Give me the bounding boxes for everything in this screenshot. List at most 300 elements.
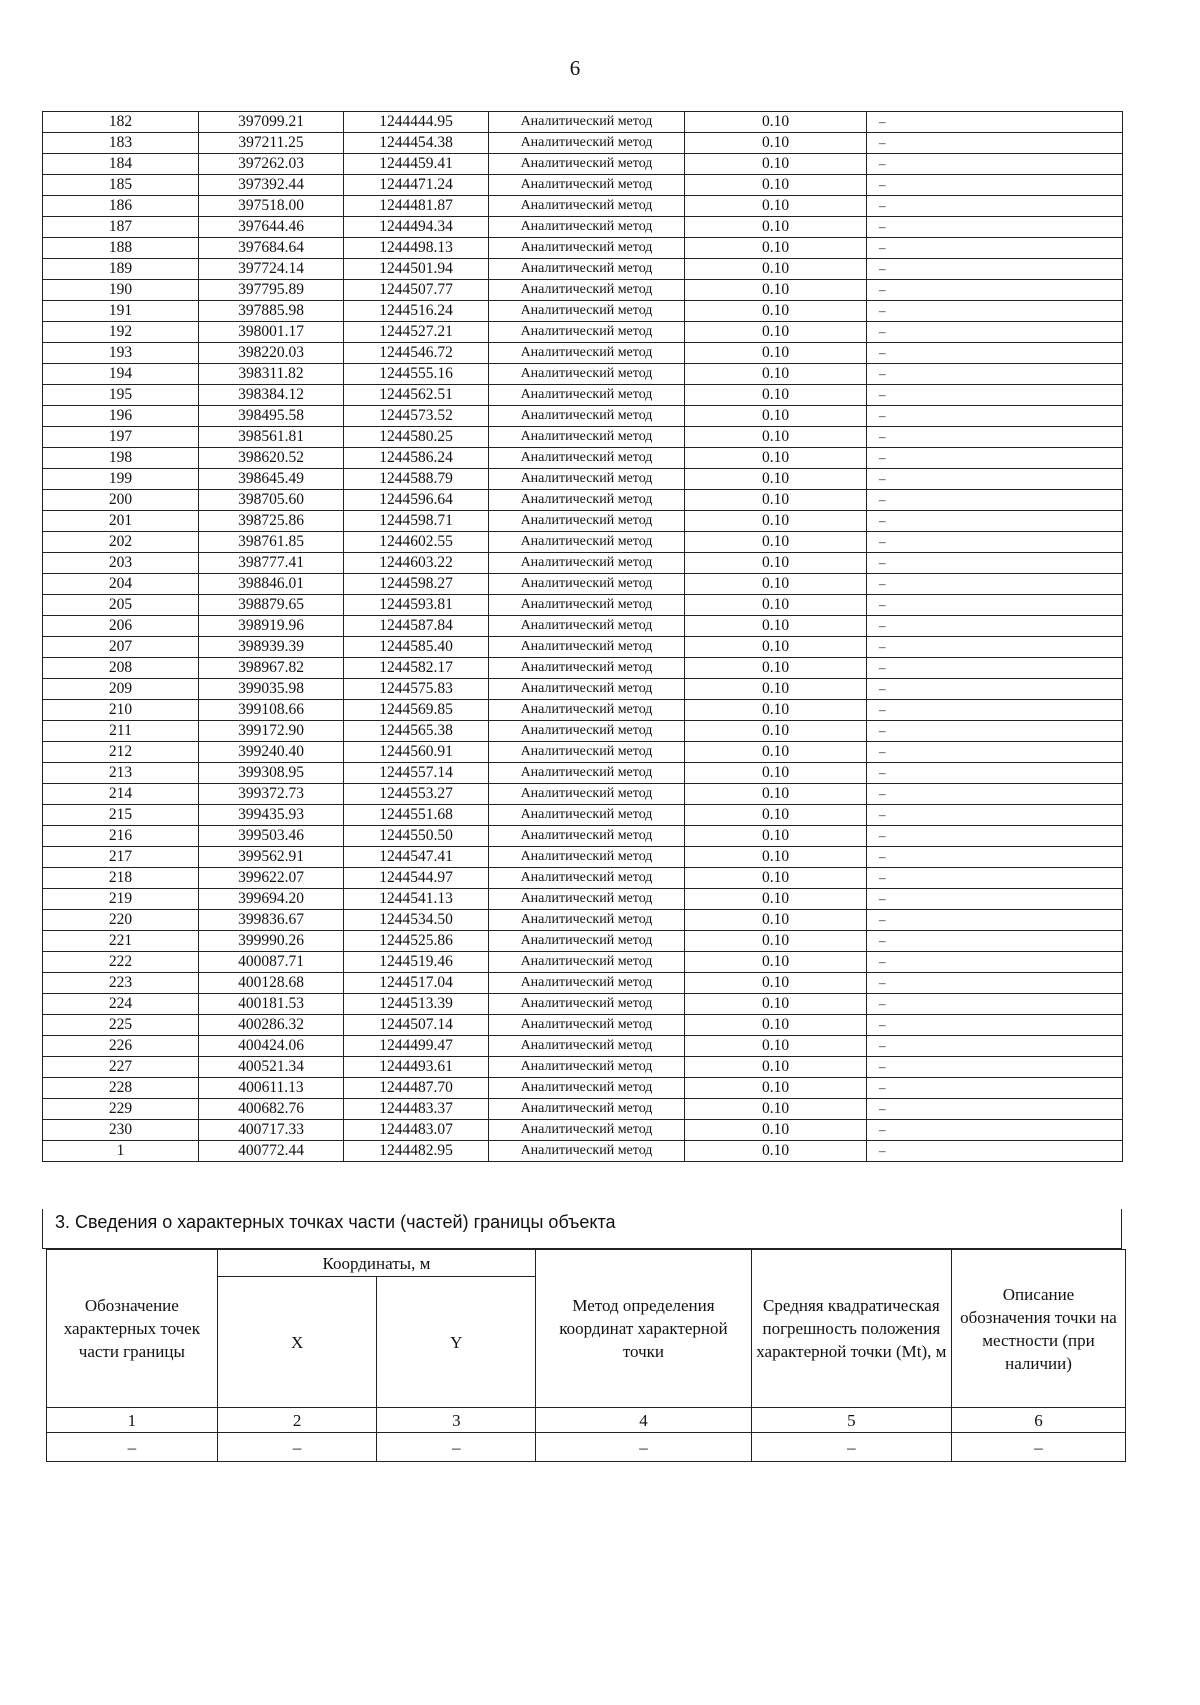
coordinate-row xyxy=(43,343,1123,364)
description-cell: – xyxy=(867,952,1123,973)
y-coordinate-cell: 1244585.40 xyxy=(344,637,489,658)
method-cell: Аналитический метод xyxy=(489,973,685,994)
method-cell: Аналитический метод xyxy=(489,994,685,1015)
description-cell: – xyxy=(867,1120,1123,1141)
coordinate-row xyxy=(43,1120,1123,1141)
x-coordinate-cell: 398967.82 xyxy=(199,658,344,679)
column-number: 2 xyxy=(217,1408,377,1433)
coordinate-row xyxy=(43,154,1123,175)
precision-cell: 0.10 xyxy=(685,637,867,658)
coordinate-row xyxy=(43,427,1123,448)
point-number-cell: 202 xyxy=(43,532,199,553)
y-coordinate-cell: 1244481.87 xyxy=(344,196,489,217)
x-coordinate-cell: 399990.26 xyxy=(199,931,344,952)
coordinate-row xyxy=(43,868,1123,889)
method-cell: Аналитический метод xyxy=(489,1120,685,1141)
coordinate-row xyxy=(43,931,1123,952)
precision-cell: 0.10 xyxy=(685,994,867,1015)
method-cell: Аналитический метод xyxy=(489,952,685,973)
point-number-cell: 185 xyxy=(43,175,199,196)
y-coordinate-cell: 1244580.25 xyxy=(344,427,489,448)
point-number-cell: 223 xyxy=(43,973,199,994)
x-coordinate-cell: 398879.65 xyxy=(199,595,344,616)
point-number-cell: 204 xyxy=(43,574,199,595)
point-number-cell: 186 xyxy=(43,196,199,217)
y-coordinate-cell: 1244459.41 xyxy=(344,154,489,175)
precision-cell: 0.10 xyxy=(685,511,867,532)
x-coordinate-cell: 398620.52 xyxy=(199,448,344,469)
method-cell: Аналитический метод xyxy=(489,343,685,364)
empty-cell: – xyxy=(377,1433,536,1462)
method-cell: Аналитический метод xyxy=(489,931,685,952)
point-number-cell: 191 xyxy=(43,301,199,322)
y-coordinate-cell: 1244546.72 xyxy=(344,343,489,364)
coordinate-row xyxy=(43,1057,1123,1078)
y-coordinate-cell: 1244483.07 xyxy=(344,1120,489,1141)
method-cell: Аналитический метод xyxy=(489,763,685,784)
precision-cell: 0.10 xyxy=(685,805,867,826)
coordinate-row xyxy=(43,1036,1123,1057)
coordinate-row xyxy=(43,133,1123,154)
y-coordinate-cell: 1244525.86 xyxy=(344,931,489,952)
point-number-cell: 218 xyxy=(43,868,199,889)
empty-cell: – xyxy=(47,1433,218,1462)
empty-cell: – xyxy=(217,1433,377,1462)
method-cell: Аналитический метод xyxy=(489,574,685,595)
y-coordinate-cell: 1244516.24 xyxy=(344,301,489,322)
x-coordinate-cell: 398311.82 xyxy=(199,364,344,385)
x-coordinate-cell: 398919.96 xyxy=(199,616,344,637)
y-coordinate-cell: 1244444.95 xyxy=(344,112,489,133)
method-cell: Аналитический метод xyxy=(489,364,685,385)
precision-cell: 0.10 xyxy=(685,847,867,868)
method-cell: Аналитический метод xyxy=(489,805,685,826)
y-coordinate-cell: 1244547.41 xyxy=(344,847,489,868)
method-cell: Аналитический метод xyxy=(489,280,685,301)
x-coordinate-cell: 400611.13 xyxy=(199,1078,344,1099)
column-number: 1 xyxy=(47,1408,218,1433)
y-coordinate-cell: 1244569.85 xyxy=(344,700,489,721)
point-number-cell: 206 xyxy=(43,616,199,637)
point-number-cell: 188 xyxy=(43,238,199,259)
header-description: Описание обозначения точки на местности (при наличии) xyxy=(951,1250,1125,1408)
description-cell: – xyxy=(867,532,1123,553)
y-coordinate-cell: 1244593.81 xyxy=(344,595,489,616)
y-coordinate-cell: 1244565.38 xyxy=(344,721,489,742)
description-cell: – xyxy=(867,406,1123,427)
y-coordinate-cell: 1244498.13 xyxy=(344,238,489,259)
x-coordinate-cell: 397262.03 xyxy=(199,154,344,175)
x-coordinate-cell: 397518.00 xyxy=(199,196,344,217)
description-cell: – xyxy=(867,1099,1123,1120)
x-coordinate-cell: 397392.44 xyxy=(199,175,344,196)
x-coordinate-cell: 399562.91 xyxy=(199,847,344,868)
y-coordinate-cell: 1244507.14 xyxy=(344,1015,489,1036)
description-cell: – xyxy=(867,1141,1123,1162)
coordinate-row xyxy=(43,175,1123,196)
y-coordinate-cell: 1244513.39 xyxy=(344,994,489,1015)
point-number-cell: 205 xyxy=(43,595,199,616)
description-cell: – xyxy=(867,1036,1123,1057)
point-number-cell: 229 xyxy=(43,1099,199,1120)
description-cell: – xyxy=(867,154,1123,175)
point-number-cell: 201 xyxy=(43,511,199,532)
description-cell: – xyxy=(867,889,1123,910)
coordinate-row xyxy=(43,637,1123,658)
x-coordinate-cell: 400087.71 xyxy=(199,952,344,973)
description-cell: – xyxy=(867,133,1123,154)
column-number: 4 xyxy=(536,1408,752,1433)
y-coordinate-cell: 1244544.97 xyxy=(344,868,489,889)
section-3-title: 3. Сведения о характерных точках части (частей) границы объекта xyxy=(42,1209,1122,1249)
column-number: 3 xyxy=(377,1408,536,1433)
y-coordinate-cell: 1244602.55 xyxy=(344,532,489,553)
description-cell: – xyxy=(867,1057,1123,1078)
precision-cell: 0.10 xyxy=(685,406,867,427)
precision-cell: 0.10 xyxy=(685,1099,867,1120)
x-coordinate-cell: 399503.46 xyxy=(199,826,344,847)
precision-cell: 0.10 xyxy=(685,616,867,637)
point-number-cell: 184 xyxy=(43,154,199,175)
precision-cell: 0.10 xyxy=(685,721,867,742)
description-cell: – xyxy=(867,490,1123,511)
coordinate-row xyxy=(43,280,1123,301)
x-coordinate-cell: 398725.86 xyxy=(199,511,344,532)
x-coordinate-cell: 400772.44 xyxy=(199,1141,344,1162)
method-cell: Аналитический метод xyxy=(489,700,685,721)
y-coordinate-cell: 1244598.27 xyxy=(344,574,489,595)
coordinate-row xyxy=(43,679,1123,700)
header-precision: Средняя квадратическая погрешность положения характерной точки (Mt), м xyxy=(751,1250,951,1408)
x-coordinate-cell: 398561.81 xyxy=(199,427,344,448)
x-coordinate-cell: 398761.85 xyxy=(199,532,344,553)
column-number: 6 xyxy=(951,1408,1125,1433)
x-coordinate-cell: 397099.21 xyxy=(199,112,344,133)
coordinate-row xyxy=(43,217,1123,238)
coordinate-row xyxy=(43,910,1123,931)
y-coordinate-cell: 1244603.22 xyxy=(344,553,489,574)
point-number-cell: 203 xyxy=(43,553,199,574)
precision-cell: 0.10 xyxy=(685,1078,867,1099)
method-cell: Аналитический метод xyxy=(489,490,685,511)
description-cell: – xyxy=(867,910,1123,931)
precision-cell: 0.10 xyxy=(685,679,867,700)
coordinate-row xyxy=(43,805,1123,826)
description-cell: – xyxy=(867,280,1123,301)
x-coordinate-cell: 399240.40 xyxy=(199,742,344,763)
point-number-cell: 182 xyxy=(43,112,199,133)
precision-cell: 0.10 xyxy=(685,1120,867,1141)
method-cell: Аналитический метод xyxy=(489,637,685,658)
precision-cell: 0.10 xyxy=(685,196,867,217)
x-coordinate-cell: 399108.66 xyxy=(199,700,344,721)
point-number-cell: 226 xyxy=(43,1036,199,1057)
x-coordinate-cell: 400181.53 xyxy=(199,994,344,1015)
precision-cell: 0.10 xyxy=(685,364,867,385)
coordinate-row xyxy=(43,574,1123,595)
x-coordinate-cell: 399372.73 xyxy=(199,784,344,805)
method-cell: Аналитический метод xyxy=(489,448,685,469)
x-coordinate-cell: 398939.39 xyxy=(199,637,344,658)
description-cell: – xyxy=(867,217,1123,238)
point-number-cell: 219 xyxy=(43,889,199,910)
method-cell: Аналитический метод xyxy=(489,196,685,217)
method-cell: Аналитический метод xyxy=(489,301,685,322)
empty-data-row xyxy=(47,1433,1126,1462)
method-cell: Аналитический метод xyxy=(489,847,685,868)
description-cell: – xyxy=(867,343,1123,364)
method-cell: Аналитический метод xyxy=(489,553,685,574)
precision-cell: 0.10 xyxy=(685,931,867,952)
description-cell: – xyxy=(867,721,1123,742)
description-cell: – xyxy=(867,574,1123,595)
precision-cell: 0.10 xyxy=(685,553,867,574)
point-number-cell: 194 xyxy=(43,364,199,385)
coordinate-row xyxy=(43,259,1123,280)
coordinate-row xyxy=(43,553,1123,574)
precision-cell: 0.10 xyxy=(685,973,867,994)
x-coordinate-cell: 398777.41 xyxy=(199,553,344,574)
precision-cell: 0.10 xyxy=(685,532,867,553)
method-cell: Аналитический метод xyxy=(489,532,685,553)
coordinate-row xyxy=(43,721,1123,742)
method-cell: Аналитический метод xyxy=(489,406,685,427)
description-cell: – xyxy=(867,805,1123,826)
description-cell: – xyxy=(867,700,1123,721)
precision-cell: 0.10 xyxy=(685,154,867,175)
precision-cell: 0.10 xyxy=(685,1057,867,1078)
precision-cell: 0.10 xyxy=(685,742,867,763)
description-cell: – xyxy=(867,112,1123,133)
precision-cell: 0.10 xyxy=(685,1036,867,1057)
method-cell: Аналитический метод xyxy=(489,259,685,280)
x-coordinate-cell: 397724.14 xyxy=(199,259,344,280)
coordinate-row xyxy=(43,364,1123,385)
method-cell: Аналитический метод xyxy=(489,133,685,154)
description-cell: – xyxy=(867,469,1123,490)
coordinate-row xyxy=(43,532,1123,553)
x-coordinate-cell: 400128.68 xyxy=(199,973,344,994)
description-cell: – xyxy=(867,826,1123,847)
y-coordinate-cell: 1244527.21 xyxy=(344,322,489,343)
description-cell: – xyxy=(867,301,1123,322)
description-cell: – xyxy=(867,679,1123,700)
method-cell: Аналитический метод xyxy=(489,175,685,196)
page-number: 6 xyxy=(569,56,581,80)
description-cell: – xyxy=(867,448,1123,469)
method-cell: Аналитический метод xyxy=(489,679,685,700)
precision-cell: 0.10 xyxy=(685,1141,867,1162)
coordinate-row xyxy=(43,322,1123,343)
y-coordinate-cell: 1244573.52 xyxy=(344,406,489,427)
description-cell: – xyxy=(867,868,1123,889)
coordinate-row xyxy=(43,112,1123,133)
method-cell: Аналитический метод xyxy=(489,826,685,847)
description-cell: – xyxy=(867,931,1123,952)
method-cell: Аналитический метод xyxy=(489,469,685,490)
x-coordinate-cell: 397211.25 xyxy=(199,133,344,154)
coordinate-row xyxy=(43,448,1123,469)
y-coordinate-cell: 1244534.50 xyxy=(344,910,489,931)
point-number-cell: 227 xyxy=(43,1057,199,1078)
method-cell: Аналитический метод xyxy=(489,511,685,532)
y-coordinate-cell: 1244586.24 xyxy=(344,448,489,469)
description-cell: – xyxy=(867,1078,1123,1099)
y-coordinate-cell: 1244582.17 xyxy=(344,658,489,679)
y-coordinate-cell: 1244454.38 xyxy=(344,133,489,154)
precision-cell: 0.10 xyxy=(685,448,867,469)
x-coordinate-cell: 398001.17 xyxy=(199,322,344,343)
precision-cell: 0.10 xyxy=(685,238,867,259)
method-cell: Аналитический метод xyxy=(489,1141,685,1162)
x-coordinate-cell: 397684.64 xyxy=(199,238,344,259)
method-cell: Аналитический метод xyxy=(489,910,685,931)
coordinate-row xyxy=(43,301,1123,322)
description-cell: – xyxy=(867,259,1123,280)
y-coordinate-cell: 1244553.27 xyxy=(344,784,489,805)
x-coordinate-cell: 397795.89 xyxy=(199,280,344,301)
y-coordinate-cell: 1244587.84 xyxy=(344,616,489,637)
header-x: X xyxy=(217,1277,377,1408)
point-number-cell: 210 xyxy=(43,700,199,721)
coordinate-row xyxy=(43,1099,1123,1120)
point-number-cell: 221 xyxy=(43,931,199,952)
precision-cell: 0.10 xyxy=(685,112,867,133)
method-cell: Аналитический метод xyxy=(489,217,685,238)
coordinate-row xyxy=(43,826,1123,847)
y-coordinate-cell: 1244483.37 xyxy=(344,1099,489,1120)
method-cell: Аналитический метод xyxy=(489,889,685,910)
point-number-cell: 200 xyxy=(43,490,199,511)
coordinate-row xyxy=(43,490,1123,511)
precision-cell: 0.10 xyxy=(685,301,867,322)
x-coordinate-cell: 397885.98 xyxy=(199,301,344,322)
precision-cell: 0.10 xyxy=(685,574,867,595)
precision-cell: 0.10 xyxy=(685,385,867,406)
point-number-cell: 187 xyxy=(43,217,199,238)
point-number-cell: 198 xyxy=(43,448,199,469)
x-coordinate-cell: 399694.20 xyxy=(199,889,344,910)
description-cell: – xyxy=(867,784,1123,805)
precision-cell: 0.10 xyxy=(685,322,867,343)
point-number-cell: 220 xyxy=(43,910,199,931)
description-cell: – xyxy=(867,658,1123,679)
y-coordinate-cell: 1244560.91 xyxy=(344,742,489,763)
coordinate-row xyxy=(43,763,1123,784)
y-coordinate-cell: 1244482.95 xyxy=(344,1141,489,1162)
coordinate-row xyxy=(43,385,1123,406)
point-number-cell: 193 xyxy=(43,343,199,364)
point-number-cell: 224 xyxy=(43,994,199,1015)
precision-cell: 0.10 xyxy=(685,280,867,301)
description-cell: – xyxy=(867,196,1123,217)
point-number-cell: 213 xyxy=(43,763,199,784)
x-coordinate-cell: 400717.33 xyxy=(199,1120,344,1141)
coordinate-row xyxy=(43,1015,1123,1036)
point-number-cell: 183 xyxy=(43,133,199,154)
y-coordinate-cell: 1244588.79 xyxy=(344,469,489,490)
method-cell: Аналитический метод xyxy=(489,868,685,889)
description-cell: – xyxy=(867,763,1123,784)
precision-cell: 0.10 xyxy=(685,952,867,973)
precision-cell: 0.10 xyxy=(685,700,867,721)
point-number-cell: 196 xyxy=(43,406,199,427)
method-cell: Аналитический метод xyxy=(489,238,685,259)
y-coordinate-cell: 1244555.16 xyxy=(344,364,489,385)
point-number-cell: 214 xyxy=(43,784,199,805)
precision-cell: 0.10 xyxy=(685,259,867,280)
precision-cell: 0.10 xyxy=(685,910,867,931)
description-cell: – xyxy=(867,847,1123,868)
coordinate-row xyxy=(43,742,1123,763)
x-coordinate-cell: 399035.98 xyxy=(199,679,344,700)
description-cell: – xyxy=(867,553,1123,574)
coordinate-row xyxy=(43,511,1123,532)
y-coordinate-cell: 1244541.13 xyxy=(344,889,489,910)
coordinate-row xyxy=(43,952,1123,973)
coordinate-row xyxy=(43,973,1123,994)
coordinate-row xyxy=(43,994,1123,1015)
method-cell: Аналитический метод xyxy=(489,322,685,343)
coordinate-row xyxy=(43,595,1123,616)
column-number: 5 xyxy=(751,1408,951,1433)
x-coordinate-cell: 398645.49 xyxy=(199,469,344,490)
coordinate-row xyxy=(43,469,1123,490)
y-coordinate-cell: 1244598.71 xyxy=(344,511,489,532)
description-cell: – xyxy=(867,511,1123,532)
description-cell: – xyxy=(867,994,1123,1015)
method-cell: Аналитический метод xyxy=(489,112,685,133)
y-coordinate-cell: 1244507.77 xyxy=(344,280,489,301)
coordinate-row xyxy=(43,889,1123,910)
precision-cell: 0.10 xyxy=(685,763,867,784)
empty-cell: – xyxy=(536,1433,752,1462)
y-coordinate-cell: 1244562.51 xyxy=(344,385,489,406)
point-number-cell: 207 xyxy=(43,637,199,658)
y-coordinate-cell: 1244551.68 xyxy=(344,805,489,826)
column-number-row xyxy=(47,1408,1126,1433)
x-coordinate-cell: 399836.67 xyxy=(199,910,344,931)
header-method: Метод определения координат характерной точки xyxy=(536,1250,752,1408)
coordinate-row xyxy=(43,616,1123,637)
x-coordinate-cell: 399622.07 xyxy=(199,868,344,889)
description-cell: – xyxy=(867,973,1123,994)
description-cell: – xyxy=(867,637,1123,658)
header-y: Y xyxy=(377,1277,536,1408)
precision-cell: 0.10 xyxy=(685,217,867,238)
coordinate-row xyxy=(43,1078,1123,1099)
method-cell: Аналитический метод xyxy=(489,742,685,763)
x-coordinate-cell: 398846.01 xyxy=(199,574,344,595)
description-cell: – xyxy=(867,616,1123,637)
point-number-cell: 197 xyxy=(43,427,199,448)
boundary-part-points-table xyxy=(46,1249,1126,1462)
precision-cell: 0.10 xyxy=(685,1015,867,1036)
x-coordinate-cell: 398495.58 xyxy=(199,406,344,427)
description-cell: – xyxy=(867,322,1123,343)
point-number-cell: 216 xyxy=(43,826,199,847)
description-cell: – xyxy=(867,1015,1123,1036)
method-cell: Аналитический метод xyxy=(489,427,685,448)
precision-cell: 0.10 xyxy=(685,658,867,679)
description-cell: – xyxy=(867,175,1123,196)
method-cell: Аналитический метод xyxy=(489,1015,685,1036)
precision-cell: 0.10 xyxy=(685,889,867,910)
point-number-cell: 217 xyxy=(43,847,199,868)
x-coordinate-cell: 398705.60 xyxy=(199,490,344,511)
coordinate-row xyxy=(43,238,1123,259)
point-number-cell: 212 xyxy=(43,742,199,763)
